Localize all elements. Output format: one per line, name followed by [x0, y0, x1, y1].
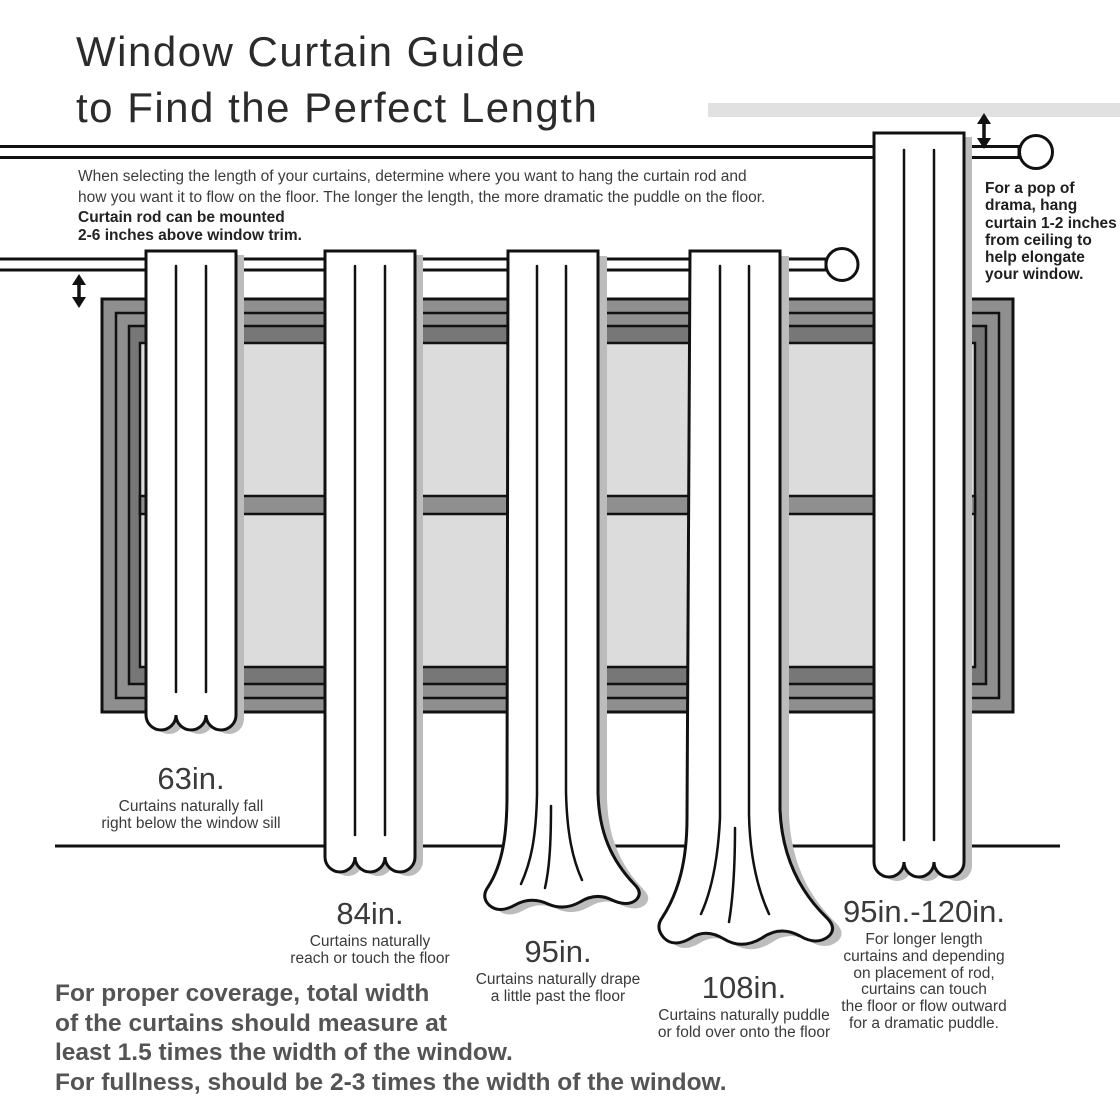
- curtain-84in: [325, 251, 423, 876]
- curtain-label-84in: [260, 897, 480, 968]
- curtain-length-value: 84in.: [336, 896, 404, 931]
- coverage-note: For proper coverage, total width of the curtains should measure at least 1.5 times the width of the window. For fullness, should be 2-3 times the width of the window.: [55, 980, 727, 1096]
- rod-finial-icon: [1020, 136, 1053, 169]
- curtain-length-value: 108in.: [701, 970, 787, 1005]
- curtain-length-description: Curtains naturally reach or touch the floor: [290, 933, 450, 967]
- rod-height-double-arrow-icon: [72, 274, 86, 308]
- rod-mount-note: Curtain rod can be mounted 2-6 inches above window trim.: [78, 209, 302, 244]
- curtain-length-description: Curtains naturally fall right below the window sill: [101, 798, 281, 832]
- page-title: Window Curtain Guide to Find the Perfect Length: [76, 28, 599, 131]
- curtain-length-value: 95in.: [524, 934, 592, 969]
- ceiling-hang-note: For a pop of drama, hang curtain 1-2 inches from ceiling to help elongate your window.: [985, 180, 1117, 284]
- curtain-length-description: For longer length curtains and depending on placement of rod, curtains can touch the floor or flow outward for a dramatic puddle.: [841, 931, 1007, 1032]
- curtain-length-value: 63in.: [157, 761, 225, 796]
- ceiling-gap-double-arrow-icon: [977, 113, 991, 149]
- curtain-63in: [146, 251, 244, 734]
- ceiling-bar: [708, 103, 1120, 117]
- curtain-length-value: 95in.-120in.: [842, 894, 1005, 929]
- curtain-95-120in: [874, 133, 972, 881]
- rod-finial-icon: [826, 249, 858, 281]
- curtain-label-63in: [81, 762, 301, 833]
- intro-text: When selecting the length of your curtains, determine where you want to hang the curtain rod and how you want it to flow on the floor. The longer the length, the more dramatic the puddle on the floor.: [78, 168, 766, 206]
- curtain-label-95-120in: [814, 895, 1034, 1033]
- curtain-length-description: Curtains naturally drape a little past the floor: [475, 971, 641, 1005]
- curtain-length-description: Curtains naturally puddle or fold over onto the floor: [657, 1007, 831, 1041]
